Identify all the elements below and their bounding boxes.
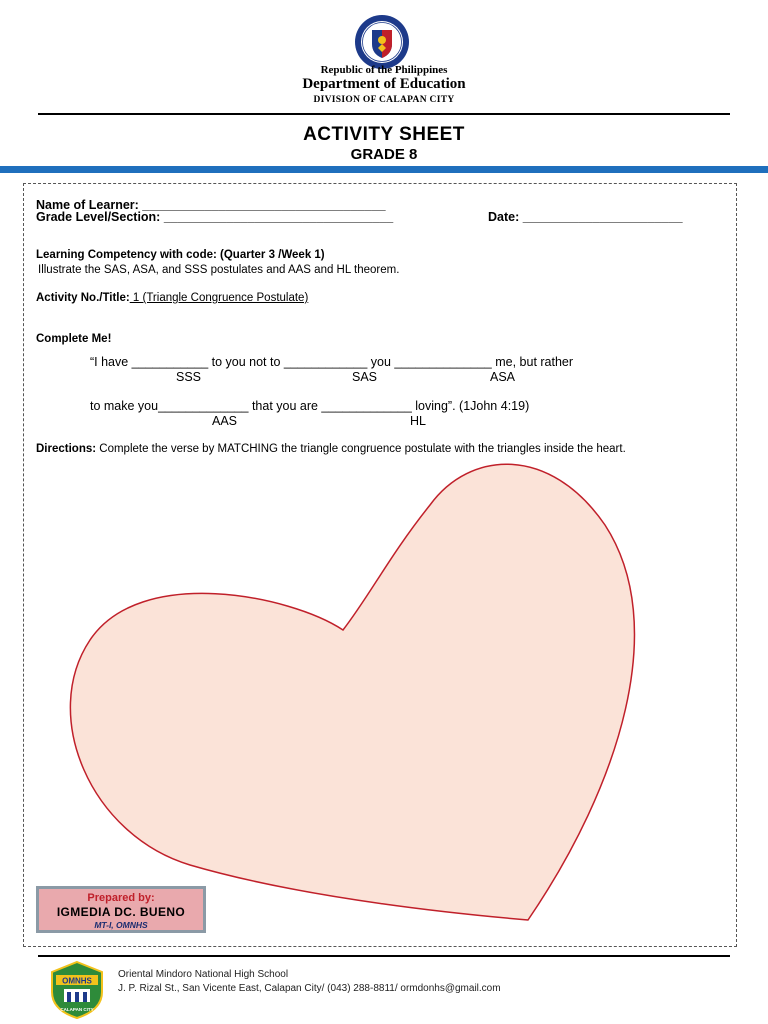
blank-tag-asa: ASA [490,370,516,384]
blank-tag-sas: SAS [352,370,378,384]
prepared-by-label: Prepared by: [87,892,155,904]
verse-line-2[interactable]: to make you_____________ that you are _____________ loving”. (1John 4:19) [90,399,530,413]
blank-tag-sss: SSS [176,370,202,384]
activity-label: Activity No./Title: [36,292,130,304]
grade-title: GRADE 8 [350,146,418,163]
complete-me-heading: Complete Me! [36,333,112,345]
header-divider [38,113,730,115]
republic-text: Republic of the Philippines [320,64,448,76]
grade-section-field[interactable]: Grade Level/Section: _________________________________ [36,210,394,224]
activity-title: 1 (Triangle Congruence Postulate) [129,292,309,304]
competency-label: Learning Competency with code: (Quarter 3 /Week 1) [36,249,325,261]
competency-text: Illustrate the SAS, ASA, and SSS postulates and AAS and HL theorem. [38,264,400,276]
omnhs-logo-text: OMNHS [62,976,92,986]
school-address: J. P. Rizal St., San Vicente East, Calapan City/ (043) 288-8811/ ormdonhs@gmail.com [118,983,501,994]
heart-shape [60,455,650,935]
department-name: Department of Education [302,76,466,92]
omnhs-logo-icon [46,958,108,1020]
division-name: DIVISION OF CALAPAN CITY [313,95,455,105]
sheet-title: ACTIVITY SHEET [303,124,465,145]
school-name: Oriental Mindoro National High School [118,969,289,980]
blank-tag-aas: AAS [212,414,238,428]
date-field[interactable]: Date: _______________________ [488,210,683,224]
footer-divider [38,955,730,957]
preparer-name: IGMEDIA DC. BUENO [56,905,186,919]
directions-body: Complete the verse by MATCHING the triangle congruence postulate with the triangles inside the heart. [96,443,626,455]
activity-line [36,292,308,304]
blank-tag-hl: HL [410,414,426,428]
deped-seal-icon [354,14,410,70]
directions-label: Directions: [36,443,97,455]
title-bar [0,166,768,173]
learner-name-field[interactable]: Name of Learner: ___________________________________ [36,198,386,212]
omnhs-logo-subtext: CALAPAN CITY [60,1007,94,1012]
verse-line-1[interactable]: “I have ___________ to you not to ____________ you ______________ me, but rather [90,355,574,369]
prepared-by-box [36,886,206,933]
preparer-role: MT-I, OMNHS [94,920,148,930]
